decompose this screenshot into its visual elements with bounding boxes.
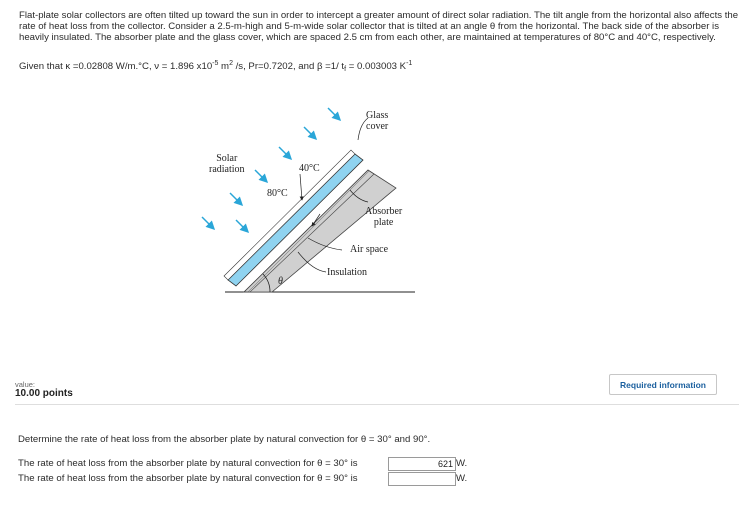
problem-text: Flat-plate solar collectors are often tilted up toward the sun in order to intercept a greater amount of direct solar radiation. The tilt angle from the horizontal also affects the rate of heat loss from the collector. Consider a 2.5-m-high and 5-m-wide solar collector that is tilted at an angle θ from the horizontal. The back side of the absorber is heavily insulated. The absorber plate and the glass cover, which are spaced 2.5 cm from each other, are maintained at temperatures of 80°C and 40°C, respectively.: [19, 10, 739, 44]
answer-unit-90: W.: [456, 473, 468, 484]
solar-radiation-label: Solar radiation: [209, 153, 245, 175]
absorber-temp-label: 80°C: [267, 188, 288, 199]
given-values: Given that κ =0.02808 W/m.°C, ν = 1.896 $x10^{-5}$ $m^2$ /s, Pr=0.7202, and β =1/ $t_f = 0.003003$ $K^{-1}$: [19, 60, 413, 73]
solar-collector-figure: [200, 102, 450, 302]
answer-label-90: The rate of heat loss from the absorber plate by natural convection for θ = 90° is: [18, 473, 358, 484]
problem-statement: [19, 10, 747, 44]
theta-label: θ: [278, 276, 283, 287]
answer-input-30[interactable]: [388, 457, 456, 471]
question-prompt: Determine the rate of heat loss from the absorber plate by natural convection for θ = 30° and 90°.: [18, 434, 431, 445]
value-label: value:: [15, 380, 36, 389]
absorber-plate-label: Absorber plate: [365, 206, 403, 228]
air-space-label: Air space: [350, 244, 389, 255]
glass-temp-label: 40°C: [299, 163, 320, 174]
answer-input-90[interactable]: [388, 472, 456, 486]
insulation-label: Insulation: [327, 267, 367, 278]
answer-label-30: The rate of heat loss from the absorber plate by natural convection for θ = 30° is: [18, 458, 358, 469]
answer-unit-30: W.: [456, 458, 468, 469]
collector-diagram: [200, 102, 450, 302]
glass-cover-label: Glass cover: [366, 110, 389, 132]
divider: [15, 404, 739, 405]
points-value: 10.00 points: [15, 388, 73, 399]
required-information-button[interactable]: Required information: [609, 374, 717, 395]
